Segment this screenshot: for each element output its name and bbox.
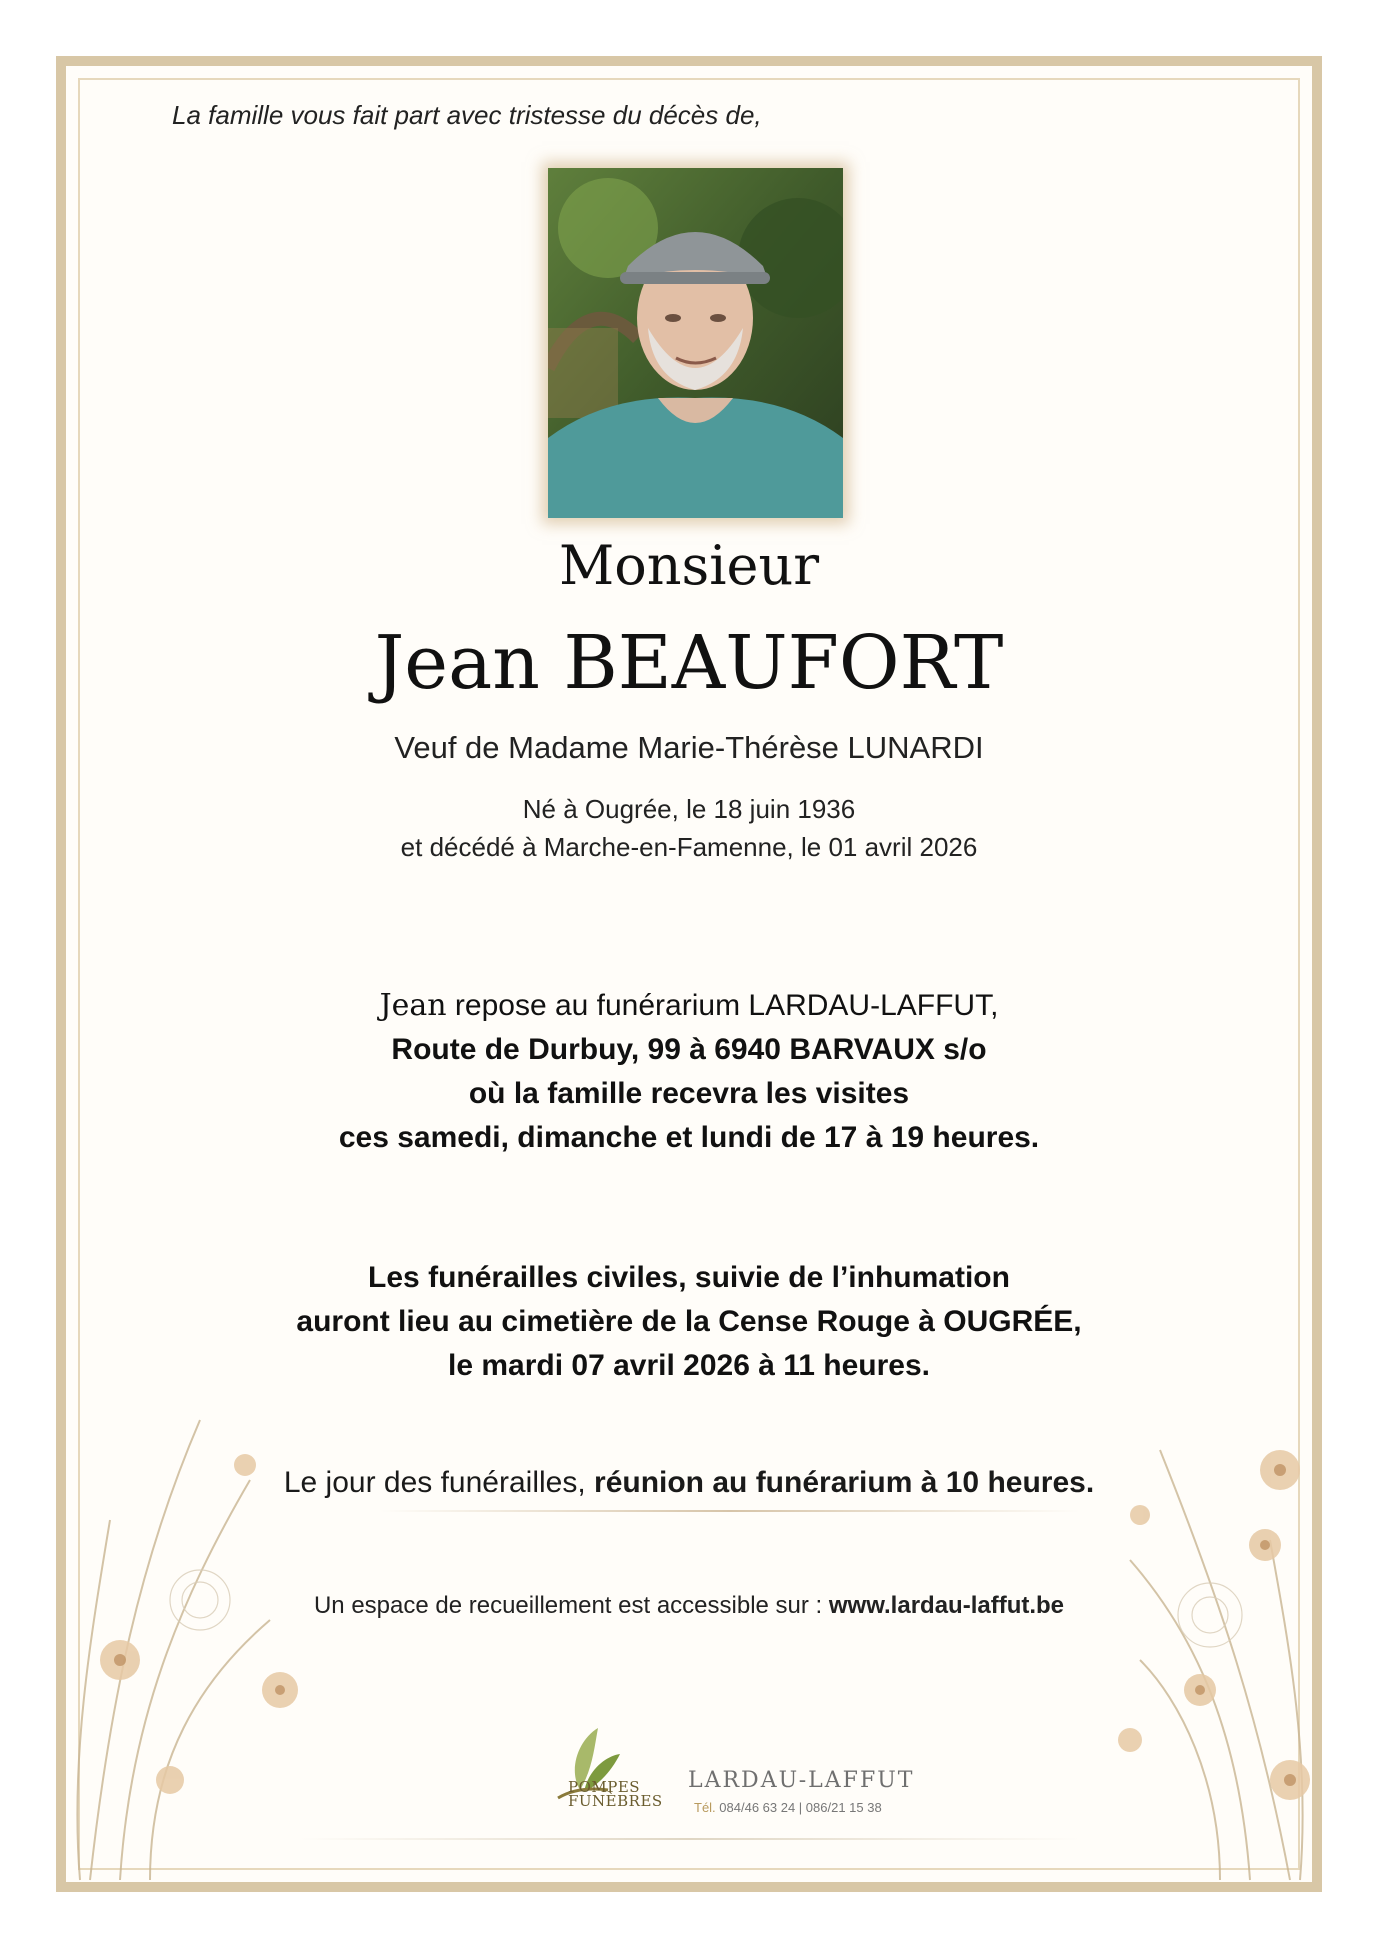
repose-visits: où la famille recevra les visites xyxy=(468,1077,910,1110)
reunion-bold: réunion au funérarium à 10 heures. xyxy=(594,1466,1095,1499)
pompes-line-1: POMPES xyxy=(568,1778,641,1796)
birth-line: Né à Ougrée, le 18 juin 1936 xyxy=(522,794,856,824)
espace-line xyxy=(0,1592,1378,1620)
portrait-photo xyxy=(548,168,843,518)
reunion-prefix: Le jour des funérailles, xyxy=(283,1466,595,1499)
dates-block xyxy=(0,790,1378,866)
funerals-line-3: le mardi 07 avril 2026 à 11 heures. xyxy=(448,1349,930,1382)
website-link[interactable]: www.lardau-laffut.be xyxy=(828,1592,1065,1619)
portrait-icon xyxy=(548,168,843,518)
repose-block xyxy=(0,984,1378,1160)
tel-numbers: 084/46 63 24 | 086/21 15 38 xyxy=(715,1800,882,1815)
espace-prefix: Un espace de recueillement est accessible sur : xyxy=(313,1592,829,1619)
honorific: Monsieur xyxy=(558,534,820,597)
tel-label: Tél. xyxy=(694,1800,716,1815)
deceased-name: Jean BEAUFORT xyxy=(374,620,1004,706)
repose-line-1-rest: repose au funérarium LARDAU-LAFFUT, xyxy=(446,989,999,1022)
intro-text: La famille vous fait part avec tristesse du décès de, xyxy=(172,100,762,130)
repose-hours: ces samedi, dimanche et lundi de 17 à 19 heures. xyxy=(338,1121,1040,1154)
funerals-line-1: Les funérailles civiles, suivie de l’inhumation xyxy=(368,1261,1010,1294)
repose-address: Route de Durbuy, 99 à 6940 BARVAUX s/o xyxy=(391,1033,987,1066)
repose-line-1 xyxy=(0,984,1378,1028)
footer-divider xyxy=(300,1838,1080,1840)
first-name: Jean xyxy=(379,988,447,1023)
funerals-block xyxy=(0,1256,1378,1388)
funerals-line-2: auront lieu au cimetière de la Cense Rouge à OUGRÉE, xyxy=(296,1305,1082,1338)
company-phone xyxy=(694,1800,882,1815)
pompes-line-2: FUNÈBRES xyxy=(568,1792,663,1810)
death-line: et décédé à Marche-en-Famenne, le 01 avril 2026 xyxy=(400,832,978,862)
reunion-divider xyxy=(380,1510,1080,1512)
pompes-funebres-text xyxy=(568,1780,663,1808)
widow-line: Veuf de Madame Marie-Thérèse LUNARDI xyxy=(394,730,984,765)
company-name: LARDAU-LAFFUT xyxy=(688,1768,915,1793)
reunion-line xyxy=(0,1466,1378,1500)
